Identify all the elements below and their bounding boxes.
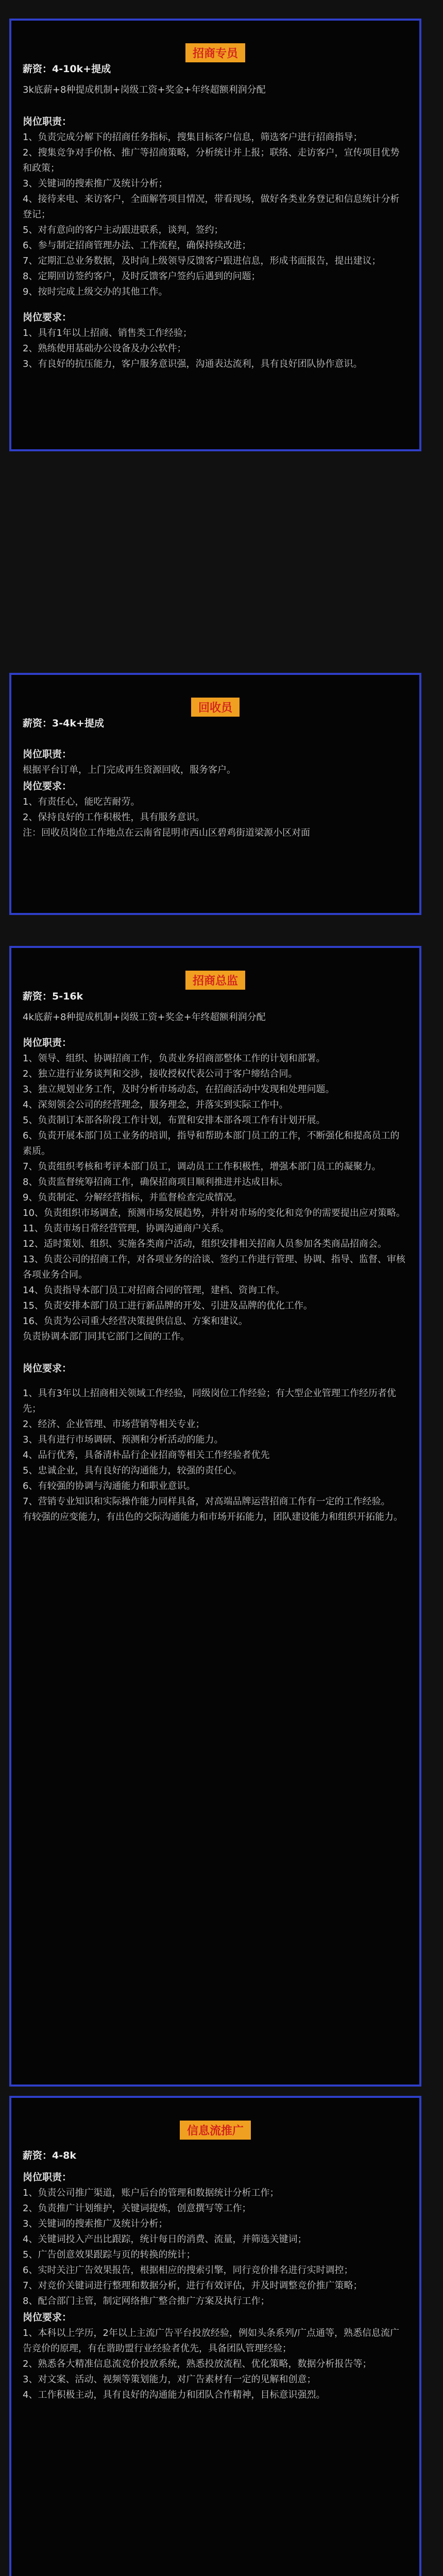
job-card-investment-director: [9, 946, 421, 2087]
job-card-investment-specialist: [9, 19, 421, 451]
requirement-item: 5、忠诚企业，具有良好的沟通能力，较强的责任心。: [23, 1465, 242, 1476]
duty-item: 7、对竞价关键词进行整理和数据分析，进行有效评估，并及时调整竞价推广策略；: [23, 2280, 363, 2291]
duty-item: 3、独立规划业务工作，及时分析市场动态，在招商活动中发现和处理问题。: [23, 1084, 335, 1095]
duty-item: 13、负责公司的招商工作，对各项业务的洽谈、签约工作进行管理、协调、指导、监督、审核各项业务合同。: [23, 1254, 405, 1280]
duty-item: 5、对有意向的客户主动跟进联系，谈判，签约；: [23, 225, 224, 235]
duty-item: 14、负责指导本部门员工对招商合同的管理，建档、资询工作。: [23, 1285, 285, 1296]
pay-detail: 3k底薪+8种提成机制+岗级工资+奖金+年终超额利润分配: [23, 84, 266, 95]
duty-item: 1、负责公司推广渠道，账户后台的管理和数据统计分析工作；: [23, 2188, 279, 2198]
requirement-item: 1、具有1年以上招商、销售类工作经验；: [23, 328, 192, 338]
duty-item: 6、实时关注广告效果报告，根据相应的搜索引擎，同行竞价排名进行实时调控；: [23, 2265, 353, 2276]
requirement-item: 2、熟悉各大精准信息流竞价投放系统，熟悉投放流程、优化策略，数据分析报告等；: [23, 2359, 372, 2369]
duty-item: 3、关键词的搜索推广及统计分析；: [23, 2218, 168, 2229]
duty-item: 7、定期汇总业务数据，及时向上级领导反馈客户跟进信息，形成书面报告，提出建议；: [23, 256, 381, 266]
job-title-badge: 回收员: [191, 698, 240, 717]
duty-item: 3、关键词的搜索推广及统计分析；: [23, 178, 168, 189]
salary: 薪资：4-8k: [23, 2150, 76, 2161]
duty-item: 1、领导、组织、协调招商工作，负责业务招商部整体工作的计划和部署。: [23, 1053, 326, 1064]
duty-item: 负责协调本部门同其它部门之间的工作。: [23, 1331, 190, 1342]
requirement-item: 1、具有3年以上招商相关领域工作经验，同级岗位工作经验；有大型企业管理工作经历者优先；: [23, 1388, 396, 1414]
job-title-badge: 招商专员: [185, 43, 245, 62]
requirement-item: 2、保持良好的工作积极性，具有服务意识。: [23, 812, 205, 823]
duty-item: 7、负责组织考核和考评本部门员工，调动员工工作积极性，增强本部门员工的凝聚力。: [23, 1161, 381, 1172]
requirement-item: 6、有较强的协调与沟通能力和职业意识。: [23, 1481, 196, 1492]
duty-item: 8、定期回访签约客户，及时反馈客户签约后遇到的问题；: [23, 271, 261, 282]
requirement-item: 4、工作积极主动，具有良好的沟通能力和团队合作精神，目标意识强烈。: [23, 2389, 326, 2400]
requirement-title: 岗位要求：: [23, 2312, 72, 2323]
pay-detail: 4k底薪+8种提成机制+岗级工资+奖金+年终超额利润分配: [23, 1012, 266, 1023]
duty-title: 岗位职责：: [23, 2172, 72, 2183]
duty-item: 8、负责监督统筹招商工作，确保招商项目顺利推进并达成目标。: [23, 1177, 288, 1188]
duty-item: 5、负责制订本部各阶段工作计划，布置和安排本部各项工作有计划开展。: [23, 1115, 326, 1126]
requirement-item: 1、有责任心，能吃苦耐劳。: [23, 796, 140, 807]
requirement-item: 3、具有进行市场调研、预测和分析活动的能力。: [23, 1434, 224, 1445]
duty-item: 16、负责为公司重大经营决策提供信息、方案和建议。: [23, 1316, 248, 1327]
requirement-item: 4、品行优秀，具备清朴品行企业招商等相关工作经验者优先: [23, 1450, 270, 1461]
duty-item: 4、深刻领会公司的经营理念，服务理念，并落实到实际工作中。: [23, 1099, 288, 1110]
duty-title: 岗位职责：: [23, 1037, 72, 1048]
salary: 薪资：3-4k+提成: [23, 718, 104, 729]
requirement-item: 3、对文案、活动、视频等策划能力，对广告素材有一定的见解和创意；: [23, 2374, 316, 2385]
duty-item: 6、负责开展本部门员工业务的培训，指导和帮助本部门员工的工作，不断强化和提高员工的素质。: [23, 1130, 400, 1157]
requirement-item: 3、有良好的抗压能力，客户服务意识强，沟通表达流利，具有良好团队协作意识。: [23, 359, 363, 369]
job-title-badge: 信息流推广: [180, 2121, 251, 2140]
salary: 薪资：5-16k: [23, 991, 83, 1002]
requirement-title: 岗位要求：: [23, 781, 72, 792]
duty-item: 8、配合部门主管，制定网络推广整合推广方案及执行工作；: [23, 2296, 270, 2307]
job-card-recycler: [9, 673, 421, 915]
duty-item: 10、负责组织市场调查，预测市场发展趋势，并针对市场的变化和竞争的需要提出应对策略。: [23, 1208, 405, 1218]
recruitment-note: 注：回收员岗位工作地点在云南省昆明市西山区碧鸡街道梁源小区对面: [23, 827, 310, 838]
duty-item: 12、适时策划、组织、实施各类商户活动，组织安排相关招商人员参加各类商品招商会。: [23, 1239, 387, 1249]
duty-item: 9、负责制定、分解经营指标，并监督检查完成情况。: [23, 1192, 242, 1203]
duty-item: 9、按时完成上级交办的其他工作。: [23, 286, 168, 297]
duty-title: 岗位职责：: [23, 116, 72, 127]
requirement-item: 7、营销专业知识和实际操作能力同样具备，对高端品牌运营招商工作有一定的工作经验。: [23, 1496, 390, 1507]
duty-item: 11、负责市场日常经营管理，协调沟通商户关系。: [23, 1223, 229, 1234]
duty-item: 4、接待来电、来访客户，全面解答项目情况，带看现场，做好各类业务登记和信息统计分析登记；: [23, 194, 400, 220]
duty-item: 4、关键词投入产出比跟踪，统计每日的消费、流量，并筛选关键词；: [23, 2234, 307, 2245]
requirement-item: 有较强的应变能力，有出色的交际沟通能力和市场开拓能力，团队建设能力和组织开拓能力。: [23, 1512, 403, 1522]
requirement-title: 岗位要求：: [23, 1363, 72, 1374]
duty-item: 15、负责安排本部门员工进行新品牌的开发、引进及品牌的优化工作。: [23, 1300, 313, 1311]
salary: 薪资：4-10k+提成: [23, 63, 111, 75]
duty-item: 2、搜集竞争对手价格、推广等招商策略，分析统计并上报；联络、走访客户，宣传项目优势和政策；: [23, 147, 400, 174]
requirement-title: 岗位要求：: [23, 312, 72, 323]
duty-title: 岗位职责：: [23, 749, 72, 760]
requirement-item: 2、熟练使用基础办公设备及办公软件；: [23, 343, 186, 354]
duty-item: 2、负责推广计划维护，关键词提炼，创意撰写等工作；: [23, 2203, 251, 2214]
duty-item: 5、广告创意效果跟踪与页的转换的统计；: [23, 2249, 196, 2260]
requirement-item: 2、经济、企业管理、市场营销等相关专业；: [23, 1419, 205, 1430]
duty-item: 1、负责完成分解下的招商任务指标，搜集目标客户信息，筛选客户进行招商指导；: [23, 132, 363, 143]
job-card-feed-ads-promotion: [9, 2096, 421, 2576]
duty-item: 根据平台订单，上门完成再生资源回收，服务客户。: [23, 765, 236, 775]
duty-item: 6、参与制定招商管理办法、工作流程，确保持续改进；: [23, 240, 251, 251]
requirement-item: 1、本科以上学历，2年以上主流广告平台投放经验，例如头条系列/广点通等，熟悉信息流广告竞价的原理，有在谐助盟行业经验者优先，具备团队管理经验；: [23, 2328, 399, 2354]
duty-item: 2、独立进行业务谈判和交涉，接收授权代表公司于客户缔结合同。: [23, 1069, 298, 1079]
job-title-badge: 招商总监: [185, 971, 245, 990]
